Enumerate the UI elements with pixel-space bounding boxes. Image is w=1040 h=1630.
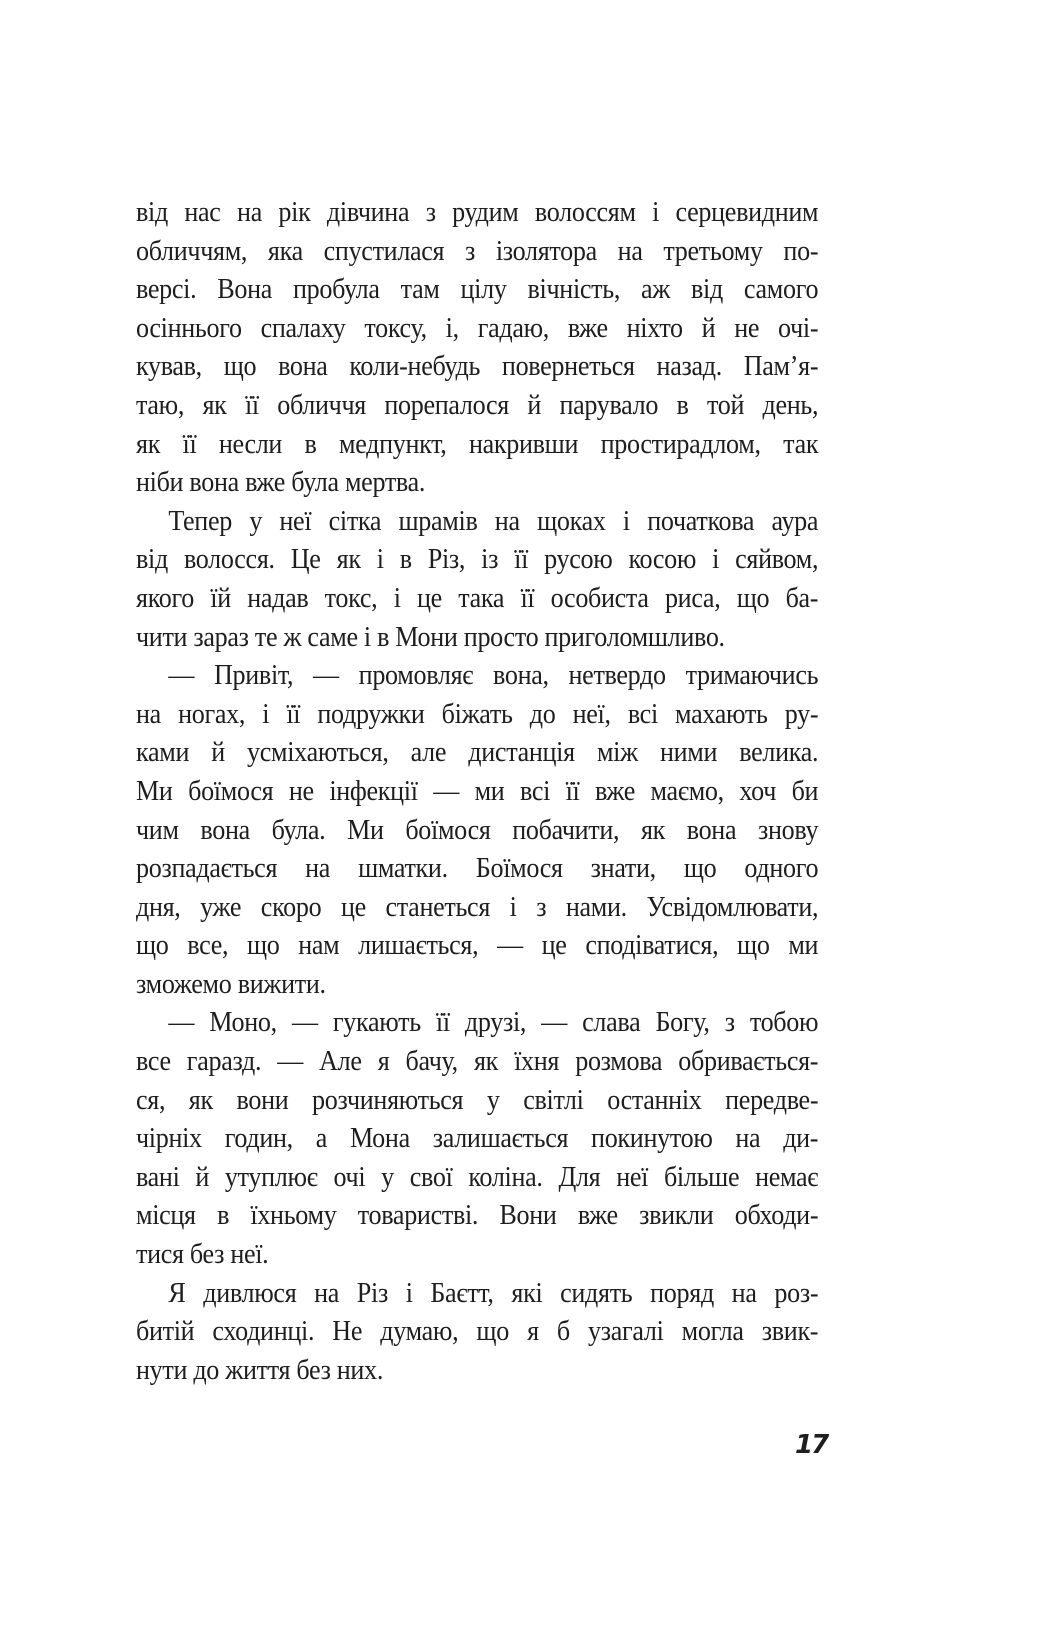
text-line: все гаразд. — Але я бачу, як їхня розмова обривається- bbox=[136, 1045, 819, 1078]
text-line: чим вона була. Ми боїмося побачити, як вона знову bbox=[136, 813, 819, 846]
paragraph bbox=[136, 1274, 819, 1390]
text-line: тися без неї. bbox=[136, 1238, 269, 1271]
text-line: що все, що нам лишається, — це сподіватися, що ми bbox=[136, 929, 819, 962]
text-line: якого їй надав токс, і це така її особиста риса, що ба- bbox=[136, 581, 819, 614]
text-line: розпадається на шматки. Боїмося знати, що одного bbox=[136, 852, 819, 885]
text-line: зможемо вижити. bbox=[136, 967, 326, 1000]
page-body-text bbox=[136, 193, 819, 1389]
text-line: версі. Вона пробула там цілу вічність, аж від самого bbox=[136, 273, 819, 306]
paragraph bbox=[136, 193, 819, 502]
text-line: ніби вона вже була мертва. bbox=[136, 466, 426, 499]
text-line: на ногах, і її подружки біжать до неї, всі махають ру- bbox=[136, 697, 819, 730]
text-line: кував, що вона коли-небудь повернеться назад. Пам’я- bbox=[136, 350, 819, 383]
text-line: чити зараз те ж саме і в Мони просто приголомшливо. bbox=[136, 620, 725, 653]
text-line: вані й утуплює очі у свої коліна. Для неї більше немає bbox=[136, 1160, 819, 1193]
text-line: битій сходинці. Не думаю, що я б узагалі могла звик- bbox=[136, 1315, 819, 1348]
text-line: осіннього спалаху токсу, і, гадаю, вже ніхто й не очі- bbox=[136, 311, 819, 344]
paragraph bbox=[136, 1003, 819, 1273]
page-number: 17 bbox=[795, 1430, 828, 1460]
text-line: від волосся. Це як і в Різ, із її русою косою і сяйвом, bbox=[136, 543, 819, 576]
text-line: обличчям, яка спустилася з ізолятора на третьому по- bbox=[136, 234, 819, 267]
text-line: — Моно, — гукають її друзі, — слава Богу, з тобою bbox=[168, 1006, 819, 1039]
text-line: Тепер у неї сітка шрамів на щоках і початкова аура bbox=[168, 504, 819, 537]
text-line: від нас на рік дівчина з рудим волоссям і серцевидним bbox=[136, 196, 819, 228]
paragraph bbox=[136, 502, 819, 656]
text-line: ся, як вони розчиняються у світлі останніх передве- bbox=[136, 1083, 819, 1116]
text-line: місця в їхньому товаристві. Вони вже звикли обходи- bbox=[136, 1199, 819, 1232]
text-line: як її несли в медпункт, накривши простирадлом, так bbox=[136, 427, 819, 460]
paragraph bbox=[136, 656, 819, 1003]
text-line: нути до життя без них. bbox=[136, 1353, 384, 1386]
text-line: ками й усміхаються, але дистанція між ними велика. bbox=[136, 736, 819, 769]
text-line: Я дивлюся на Різ і Баєтт, які сидять поряд на роз- bbox=[168, 1276, 819, 1309]
text-line: таю, як її обличчя порепалося й парувало в той день, bbox=[136, 388, 819, 421]
text-line: — Привіт, — промовляє вона, нетвердо тримаючись bbox=[168, 659, 819, 692]
text-line: Ми боїмося не інфекції — ми всі її вже маємо, хоч би bbox=[136, 774, 819, 807]
text-line: дня, уже скоро це станеться і з нами. Усвідомлювати, bbox=[136, 890, 819, 923]
text-line: чірніх годин, а Мона залишається покинутою на ди- bbox=[136, 1122, 819, 1155]
